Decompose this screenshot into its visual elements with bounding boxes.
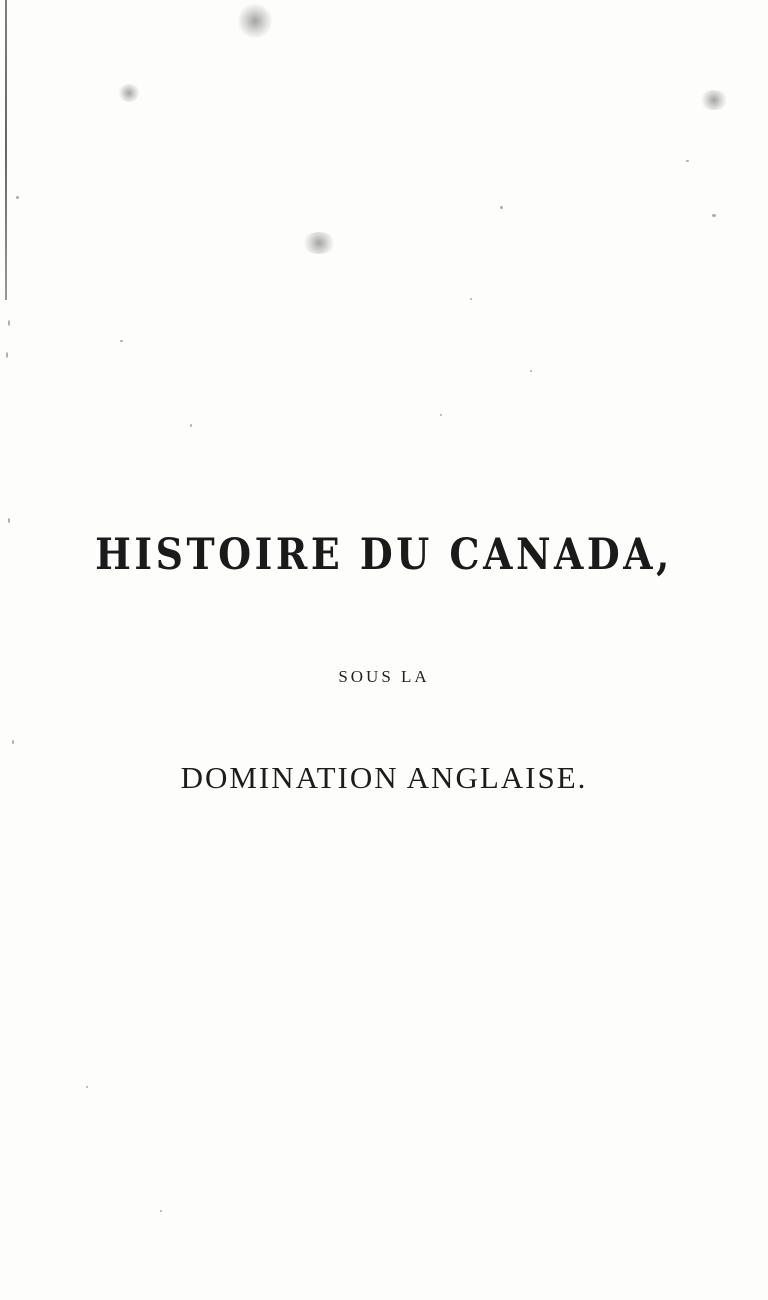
- scan-margin-line: [5, 0, 7, 300]
- subtitle-connector: SOUS LA: [338, 667, 430, 686]
- scan-speck: [686, 160, 689, 162]
- scan-speck: [190, 424, 192, 427]
- scan-speck: [16, 196, 19, 199]
- scan-speck: [6, 352, 8, 358]
- scan-speck: [12, 740, 14, 744]
- scan-smudge: [700, 90, 728, 110]
- scan-smudge: [302, 232, 336, 254]
- book-title: HISTOIRE DU CANADA,: [95, 530, 673, 580]
- scan-speck: [440, 414, 442, 416]
- scan-speck: [160, 1210, 162, 1212]
- book-subtitle: DOMINATION ANGLAISE.: [180, 760, 588, 795]
- scan-smudge: [118, 84, 140, 102]
- scan-speck: [712, 214, 716, 217]
- scan-speck: [530, 370, 532, 372]
- scan-speck: [8, 320, 10, 326]
- scan-smudge: [238, 4, 272, 38]
- scan-speck: [86, 1086, 88, 1088]
- scan-speck: [120, 340, 123, 342]
- scan-speck: [500, 206, 503, 209]
- scan-speck: [470, 298, 472, 300]
- scan-speck: [8, 518, 10, 523]
